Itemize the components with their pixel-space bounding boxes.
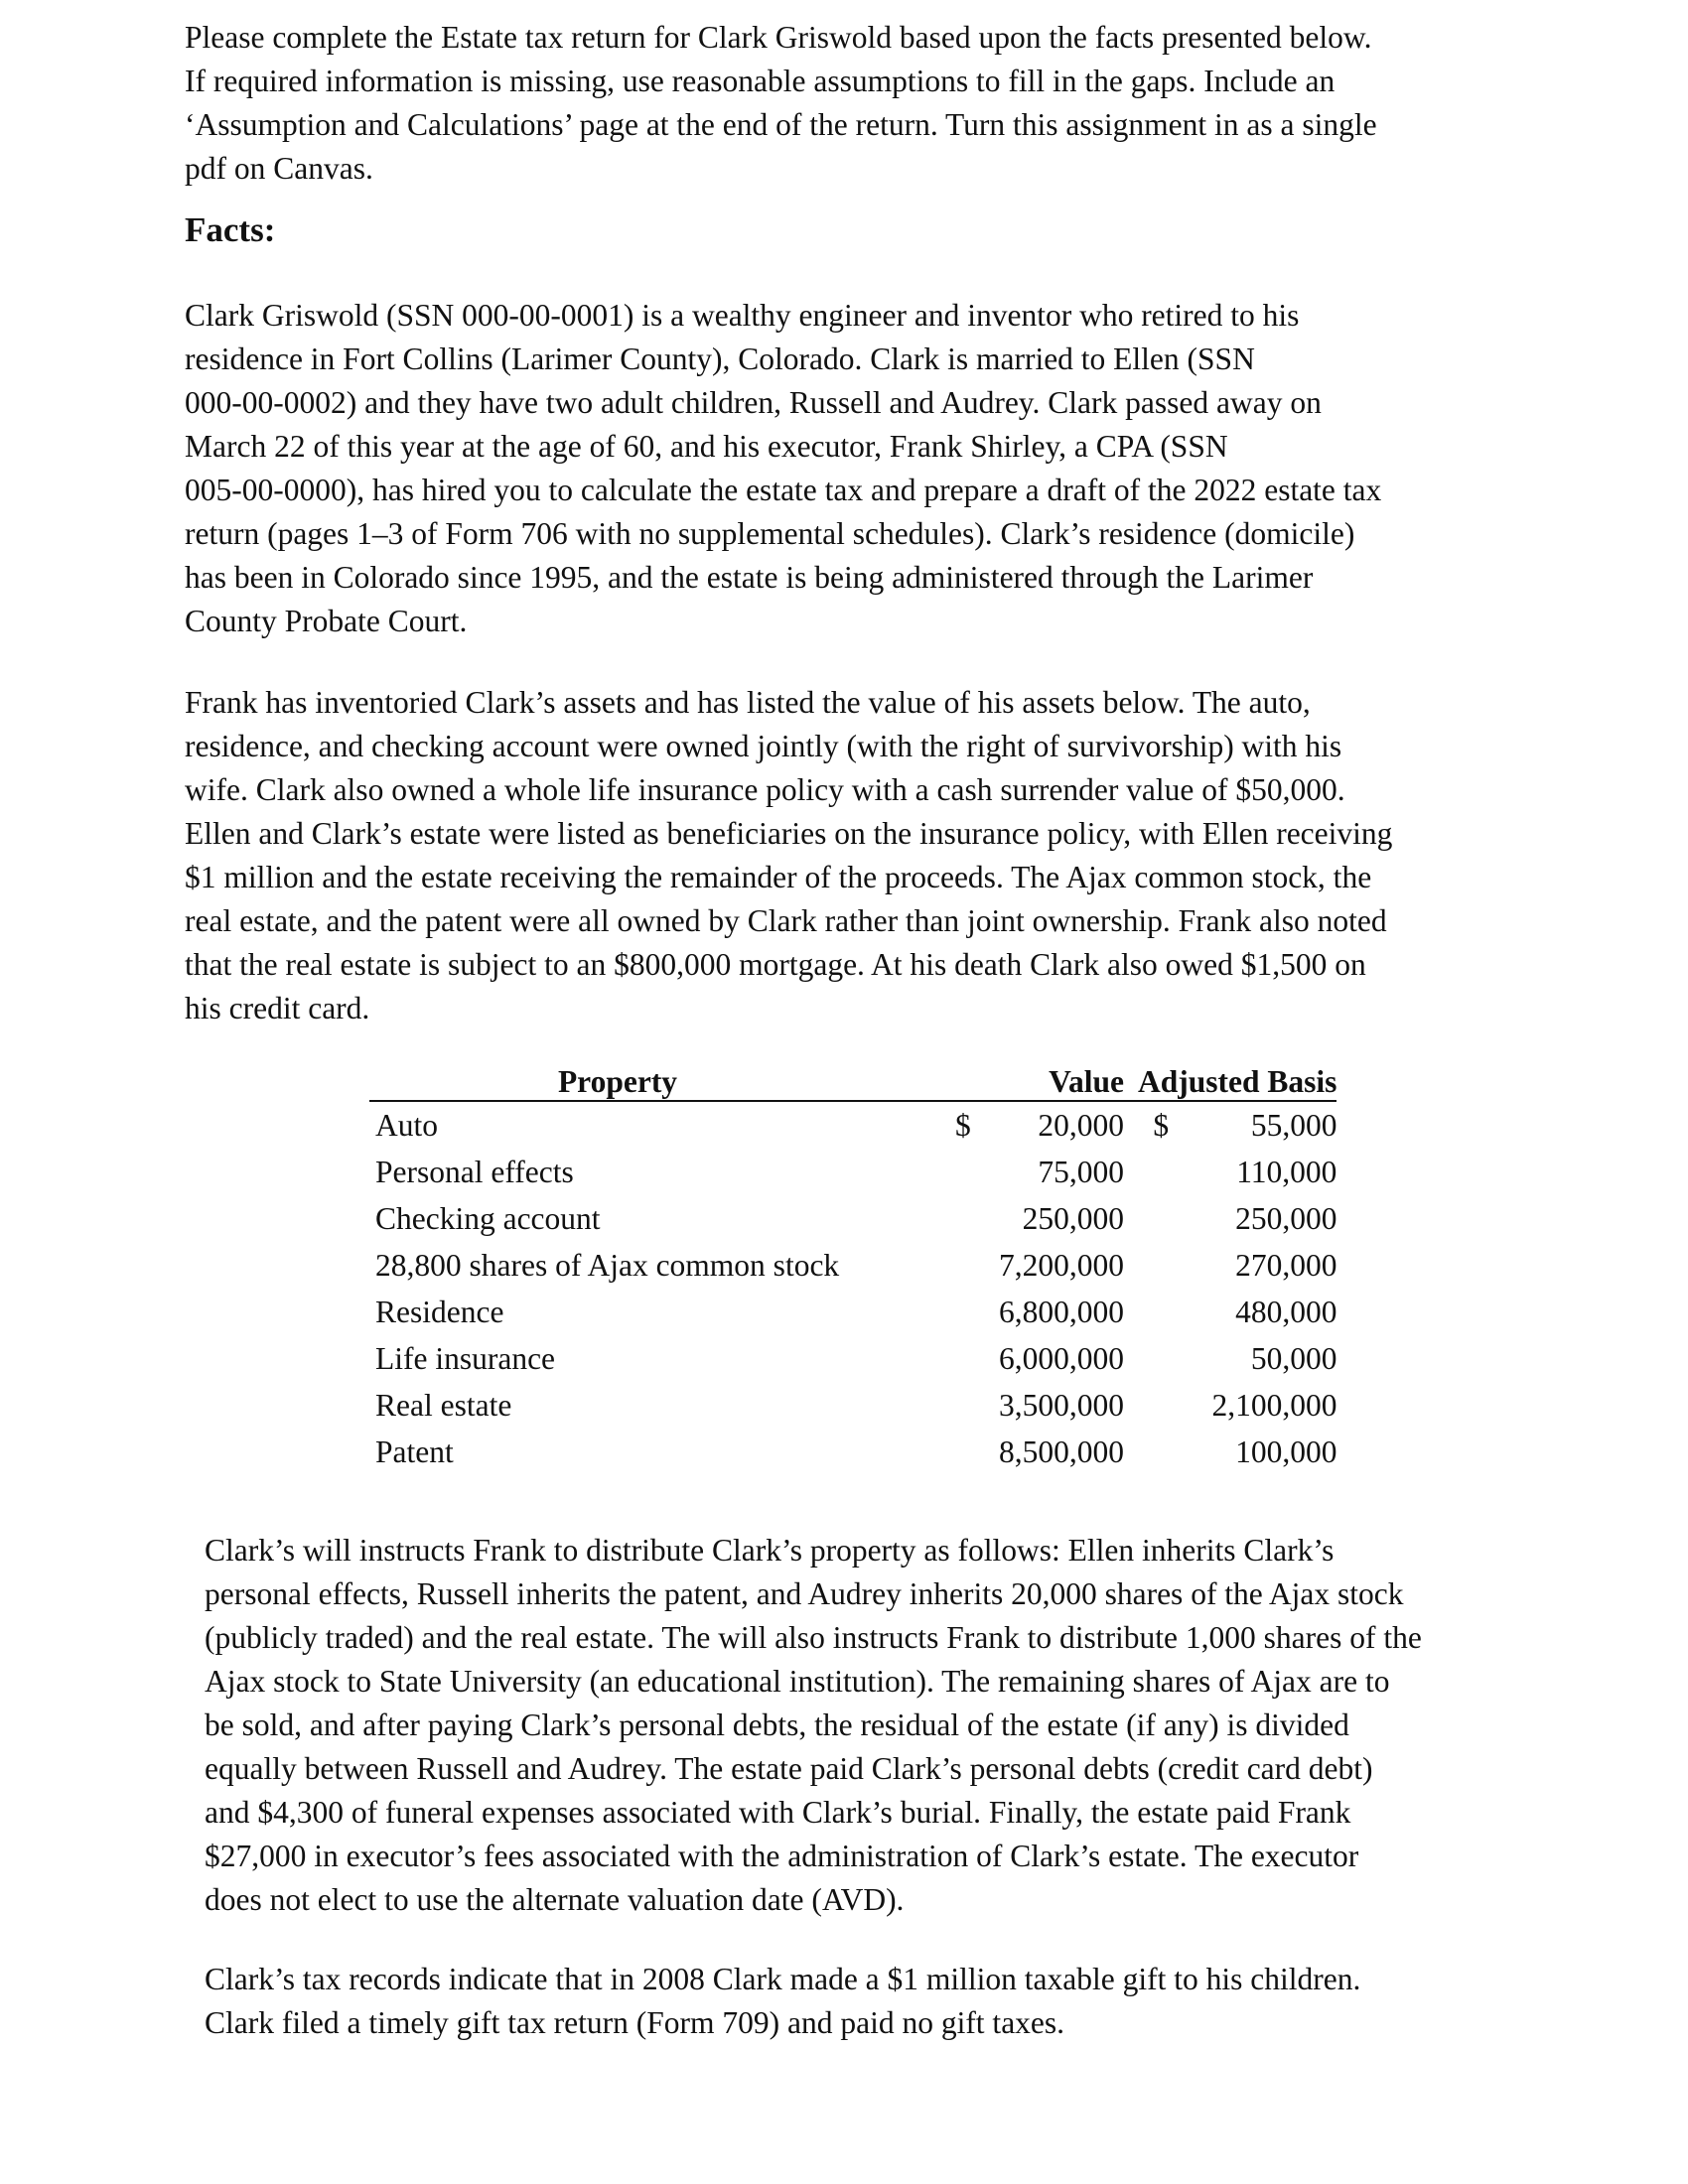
table-row xyxy=(369,1149,1336,1195)
table-header-row xyxy=(369,1054,1336,1101)
basis-cell: 110,000 xyxy=(1236,1154,1337,1189)
value-cell: 75,000 xyxy=(1038,1154,1124,1189)
property-cell: Checking account xyxy=(375,1200,601,1236)
text-line: Frank has inventoried Clark’s assets and has listed the value of his assets below. The auto, xyxy=(185,685,1311,720)
property-cell: 28,800 shares of Ajax common stock xyxy=(375,1247,840,1283)
property-cell: Personal effects xyxy=(375,1154,574,1189)
currency-cell: $ xyxy=(1153,1107,1170,1143)
text-line: $27,000 in executor’s fees associated with the administration of Clark’s estate. The executor xyxy=(205,1839,1359,1873)
table-row xyxy=(369,1382,1336,1429)
value-cell: 3,500,000 xyxy=(999,1387,1124,1423)
property-cell: Life insurance xyxy=(375,1340,556,1376)
currency-cell: $ xyxy=(955,1107,971,1143)
text-line: equally between Russell and Audrey. The estate paid Clark’s personal debts (credit card debt) xyxy=(205,1751,1373,1786)
property-cell: Residence xyxy=(375,1294,504,1329)
table-row xyxy=(369,1101,1336,1149)
text-line: that the real estate is subject to an $800,000 mortgage. At his death Clark also owed $1,500 on xyxy=(185,947,1366,982)
gift-history-paragraph xyxy=(205,1958,1515,2045)
text-line: (publicly traded) and the real estate. The will also instructs Frank to distribute 1,000 shares of the xyxy=(205,1620,1422,1655)
basis-cell: 480,000 xyxy=(1235,1294,1337,1329)
text-line: Clark Griswold (SSN 000-00-0001) is a wealthy engineer and inventor who retired to his xyxy=(185,298,1300,333)
basis-cell: 50,000 xyxy=(1250,1340,1337,1376)
assets-paragraph xyxy=(185,681,1505,1030)
basis-cell: 100,000 xyxy=(1235,1433,1337,1469)
value-cell: 8,500,000 xyxy=(999,1433,1124,1469)
header-value: Value xyxy=(985,1054,1128,1101)
text-line: 000-00-0002) and they have two adult children, Russell and Audrey. Clark passed away on xyxy=(185,385,1322,420)
text-line: real estate, and the patent were all owned by Clark rather than joint ownership. Frank also noted xyxy=(185,903,1387,938)
text-line: and $4,300 of funeral expenses associated with Clark’s burial. Finally, the estate paid Frank xyxy=(205,1795,1351,1830)
text-line: personal effects, Russell inherits the patent, and Audrey inherits 20,000 shares of the Ajax stock xyxy=(205,1576,1404,1611)
background-paragraph xyxy=(185,294,1476,643)
text-line: If required information is missing, use reasonable assumptions to fill in the gaps. Include an xyxy=(185,64,1336,98)
text-line: be sold, and after paying Clark’s personal debts, the residual of the estate (if any) is divided xyxy=(205,1707,1349,1742)
property-cell: Real estate xyxy=(375,1387,512,1423)
will-distribution-paragraph xyxy=(205,1529,1515,1922)
value-cell: 6,000,000 xyxy=(999,1340,1124,1376)
instructions-paragraph xyxy=(185,16,1505,191)
text-line: $1 million and the estate receiving the remainder of the proceeds. The Ajax common stock, the xyxy=(185,860,1372,894)
text-line: Ajax stock to State University (an educational institution). The remaining shares of Ajax are to xyxy=(205,1664,1390,1699)
value-cell: 250,000 xyxy=(1022,1200,1124,1236)
text-line: wife. Clark also owned a whole life insurance policy with a cash surrender value of $50,000. xyxy=(185,772,1345,807)
table-row xyxy=(369,1195,1336,1242)
basis-cell: 55,000 xyxy=(1250,1107,1337,1143)
table-row xyxy=(369,1429,1336,1475)
value-cell: 7,200,000 xyxy=(999,1247,1124,1283)
text-line: Please complete the Estate tax return for Clark Griswold based upon the facts presented below. xyxy=(185,20,1372,55)
property-cell: Patent xyxy=(375,1433,454,1469)
text-line: March 22 of this year at the age of 60, and his executor, Frank Shirley, a CPA (SSN xyxy=(185,429,1228,464)
table-row xyxy=(369,1242,1336,1289)
text-line: residence, and checking account were owned jointly (with the right of survivorship) with his xyxy=(185,729,1342,763)
basis-cell: 250,000 xyxy=(1235,1200,1337,1236)
text-line: Clark’s will instructs Frank to distribute Clark’s property as follows: Ellen inherits Clark’s xyxy=(205,1533,1335,1568)
property-table xyxy=(369,1054,1336,1475)
property-cell: Auto xyxy=(375,1107,438,1143)
facts-heading: Facts: xyxy=(185,210,276,249)
text-line: Clark filed a timely gift tax return (Form 709) and paid no gift taxes. xyxy=(205,2005,1065,2040)
basis-cell: 270,000 xyxy=(1235,1247,1337,1283)
text-line: County Probate Court. xyxy=(185,604,468,638)
text-line: ‘Assumption and Calculations’ page at the end of the return. Turn this assignment in as a single xyxy=(185,107,1377,142)
text-line: Ellen and Clark’s estate were listed as beneficiaries on the insurance policy, with Ellen receiving xyxy=(185,816,1393,851)
text-line: does not elect to use the alternate valuation date (AVD). xyxy=(205,1882,905,1917)
text-line: residence in Fort Collins (Larimer County), Colorado. Clark is married to Ellen (SSN xyxy=(185,341,1255,376)
table-row xyxy=(369,1335,1336,1382)
text-line: return (pages 1–3 of Form 706 with no supplemental schedules). Clark’s residence (domicile) xyxy=(185,516,1355,551)
header-adjusted-basis: Adjusted Basis xyxy=(1128,1054,1336,1101)
text-line: his credit card. xyxy=(185,991,370,1025)
value-cell: 6,800,000 xyxy=(999,1294,1124,1329)
header-property: Property xyxy=(369,1054,955,1101)
text-line: has been in Colorado since 1995, and the estate is being administered through the Larimer xyxy=(185,560,1314,595)
text-line: 005-00-0000), has hired you to calculate the estate tax and prepare a draft of the 2022 estate tax xyxy=(185,473,1382,507)
value-cell: 20,000 xyxy=(1038,1107,1124,1143)
text-line: Clark’s tax records indicate that in 2008 Clark made a $1 million taxable gift to his children. xyxy=(205,1962,1361,1996)
text-line: pdf on Canvas. xyxy=(185,151,373,186)
table-row xyxy=(369,1289,1336,1335)
basis-cell: 2,100,000 xyxy=(1211,1387,1337,1423)
